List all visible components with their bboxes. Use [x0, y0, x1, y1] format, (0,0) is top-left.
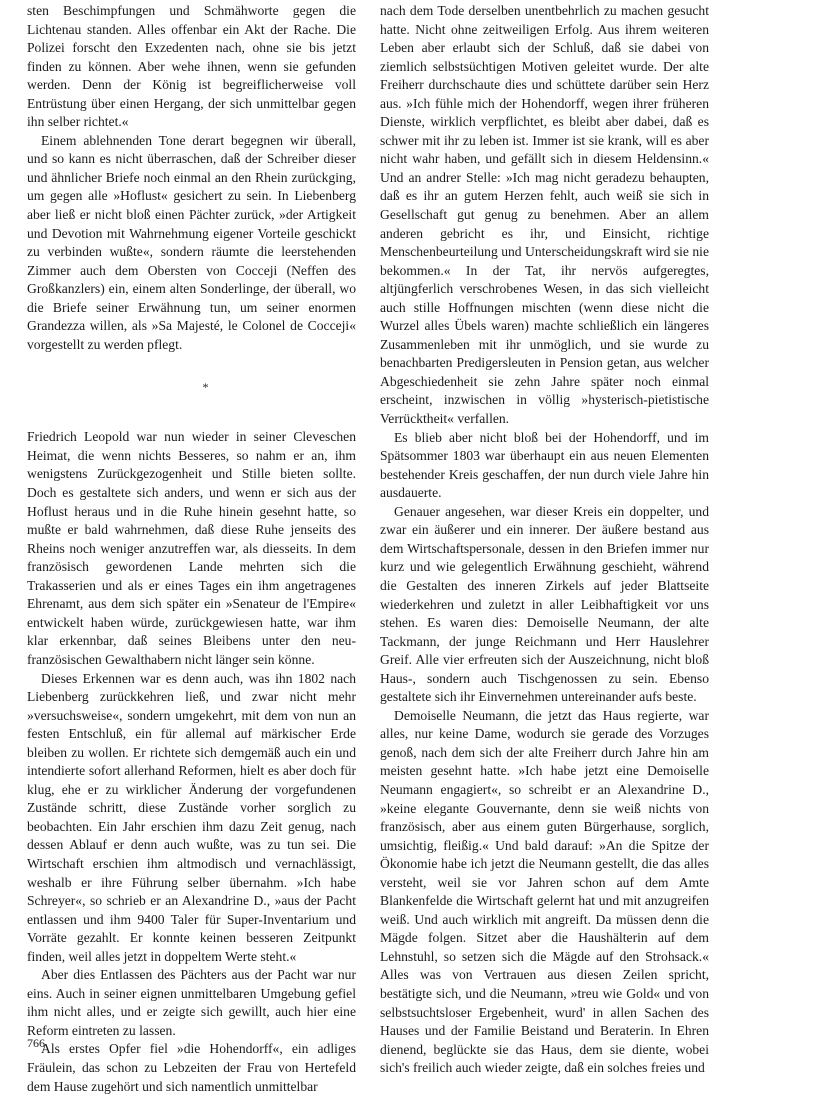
paragraph: Es blieb aber nicht bloß bei der Hohendorff, und im Spätsommer 1803 war überhaupt ein aus neuen Elementen bestehender Kreis geschaffen, der nun durch viele Jahre hin ausdauerte.: [380, 429, 709, 501]
paragraph: sten Beschimpfungen und Schmähworte gegen die Lichtenau standen. Alles offenbar ein Akt der Rache. Die Polizei forscht den Exzedenten nach, ohne sie bis jetzt finden zu können. Aber wehe ihnen, wenn sie gefunden werden. Denn der König ist begreiflicherweise voll Entrüstung über einen Hergang, der sich unmittelbar gegen ihn selber richtet.«: [27, 3, 356, 130]
section-separator: [27, 354, 356, 428]
paragraph: nach dem Tode derselben unentbehrlich zu machen gesucht hatte. Nicht ohne zeitweiligen Erfolg. Aus ihrem weiteren Leben aber erlaubt sich der Schluß, daß sie dabei von ziemlich selbstsüchtigen Motiven geleitet wurde. Der alte Freiherr durchschaute dies und schüttete darüber sein Herz aus. »Ich fühle mich der Hohendorff, wegen ihrer früheren Dienste, wirklich verpflichtet, es bleibt aber dabei, daß es schwer mit ihr zu leben ist. Immer ist sie krank, will es aber nicht wahr haben, und gefällt sich in diesem Heldensinn.« Und an andrer Stelle: »Ich mag nicht geradezu behaupten, daß es ihr an gutem Herzen fehlt, auch weiß sie sich in Gesellschaft gut genug zu benehmen. Aber an allem anderen gebricht es ihr, und Einsicht, richtige Menschenbeurteilung und Unterscheidungskraft wird sie nie bekommen.« In der Tat, ihr nervös aufgeregtes, altjüngferlich verschrobenes Wesen, in das sich vielleicht auch stille Hoffnungen mischten (wenn diese nicht die Wurzel alles Übels waren) machte schließlich ein längeres Zusammenleben mit ihr unmöglich, und sie wurde zu benachbarten Predigersleuten in Pension getan, aus welcher Abgeschiedenheit sie zehn Jahre später noch einmal erscheint, inzwischen in völlig »hysterisch-pietistische Verrücktheit« verfallen.: [380, 3, 709, 427]
paragraph: Einem ablehnenden Tone derart begegnen wir überall, und so kann es nicht überraschen, daß der Schreiber dieser und ähnlicher Briefe noch einmal an den Rhein zurückging, um gegen alle »Hoflust« gesichert zu sein. In Liebenberg aber ließ er nicht bloß einen Pächter zurück, »der Artigkeit und Devotion mit Wahrnehmung eigener Vorteile geschickt zu verbinden wußte«, sondern räumte die leerstehenden Zimmer auch dem Obersten von Cocceji (Neffen des Großkanzlers) ein, einem alten Sonderlinge, der überall, wo die Briefe seiner Erwähnung tun, um seiner enormen Grandezza willen, als »Sa Majesté, le Colonel de Cocceji« vorgestellt zu werden pflegt.: [27, 132, 356, 352]
paragraph: Aber dies Entlassen des Pächters aus der Pacht war nur eins. Auch in seiner eignen unmittelbaren Umgebung gefiel ihm nicht alles, und er zeigte sich gewillt, auch hier eine Reform eintreten zu lassen.: [27, 967, 356, 1038]
paragraph: Genauer angesehen, war dieser Kreis ein doppelter, und zwar ein äußerer und ein innerer. Der äußere bestand aus dem Wirtschaftspersonale, dessen in den Briefen immer nur kurz und wie gelegentlich Erwähnung geschieht, während die Gestalten des inneren Zirkels auf jeder Blattseite wiederkehren und zuletzt in aller Leibhaftigkeit vor uns stehen. Es waren dies: Demoiselle Neumann, der alte Tackmann, der junge Reichmann und Herr Hauslehrer Greif. Alle vier erfreuten sich der Auszeichnung, nicht bloß Haus-, sondern auch Tischgenossen zu sein. Ebenso gestaltete sich ihr Einvernehmen untereinander aufs beste.: [380, 503, 709, 705]
paragraph: Friedrich Leopold war nun wieder in seiner Cleveschen Heimat, die wenn nichts Besseres, so nahm er an, ihm wenigstens Zurückgezogenheit und Stille bieten sollte. Doch es gestaltete sich anders, und wenn er sich aus der Hoflust heraus und in die Ruhe hinein gesehnt hatte, so mußte er bald wahrnehmen, daß diese Ruhe jenseits des Rheins noch weniger anzutreffen war, als diesseits. In dem französisch gewordenen Lande mehrten sich die Trakasserien und als er eines Tages ein ihm angetragenes Ehrenamt, aus dem sich später ein »Senateur de l'Empire« entwickelt haben würde, zurückgewiesen hatte, war ihm klar erkennbar, daß seines Bleibens unter den neu-französischen Gewalthabern nicht länger sein könne.: [27, 429, 356, 667]
asterisk-separator: *: [202, 380, 209, 395]
paragraph: Als erstes Opfer fiel »die Hohendorff«, ein adliges Fräulein, das schon zu Lebzeiten der Frau von Hertefeld dem Hause zugehört und sich namentlich unmittelbar: [27, 1041, 356, 1094]
paragraph: Dieses Erkennen war es denn auch, was ihn 1802 nach Liebenberg zurückkehren ließ, und zwar nicht mehr »versuchsweise«, sondern umgekehrt, mit dem von nun an festen Entschluß, ein für allemal auf märkischer Erde bleiben zu wollen. Er richtete sich demgemäß auch ein und intendierte sofort allerhand Reformen, hielt es aber doch für klug, ehe er zu wirklicher Änderung der vorgefundenen Zustände schritt, diese Zustände vorher sorglich zu beobachten. Ein Jahr erschien ihm dazu Zeit genug, nach dessen Ablauf er denn auch wußte, was zu tun sei. Die Wirtschaft erschien ihm altmodisch und vernachlässigt, weshalb er ihre Führung selber übernahm. »Ich habe Schreyer«, so schrieb er an Alexandrine D., »aus der Pacht entlassen und ihm 9400 Taler für Super-Inventarium und Vorräte gezahlt. Er konnte keinen besseren Zeitpunkt finden, weil alles jetzt in doppeltem Werte steht.«: [27, 670, 356, 964]
right-column: [380, 2, 709, 1078]
page-number: 766: [27, 1036, 45, 1050]
left-column: [27, 2, 356, 1096]
paragraph: Demoiselle Neumann, die jetzt das Haus regierte, war alles, nur keine Dame, wodurch sie gerade des Vorzuges genoß, nach dem sich der alte Freiherr durch Jahre hin am meisten gesehnt hatte. »Ich habe jetzt eine Demoiselle Neumann engagiert«, so schreibt er an Alexandrine D., »keine elegante Gouvernante, denn sie weiß nichts von französisch, aber aus einem guten Bürgerhause, sorglich, umsichtig, fleißig.« Und bald darauf: »An die Spitze der Ökonomie habe ich jetzt die Neumann gestellt, die das alles versteht, weil sie vor Jahren schon auf dem Amte Blankenfelde die Wirtschaft gelernt hat und mit anzugreifen weiß. Und auch wirklich mit angreift. Da müssen denn die Mägde folgen. Sitzet aber die Haushälterin auf dem Lehnstuhl, so setzen sich die Mägde auf den Strohsack.« Alles was von Vertrauen aus diesen Zeilen spricht, bestätigte sich, und die Neumann, »treu wie Gold« und von selbstsuchtsloser Ergebenheit, wurd' in allen Sachen des Hauses und der Familie Beistand und Beraterin. In Ehren dienend, beglückte sie das Haus, dem sie diente, wobei sich's freilich auch wieder zeigte, daß ein solches freies und: [380, 707, 709, 1076]
